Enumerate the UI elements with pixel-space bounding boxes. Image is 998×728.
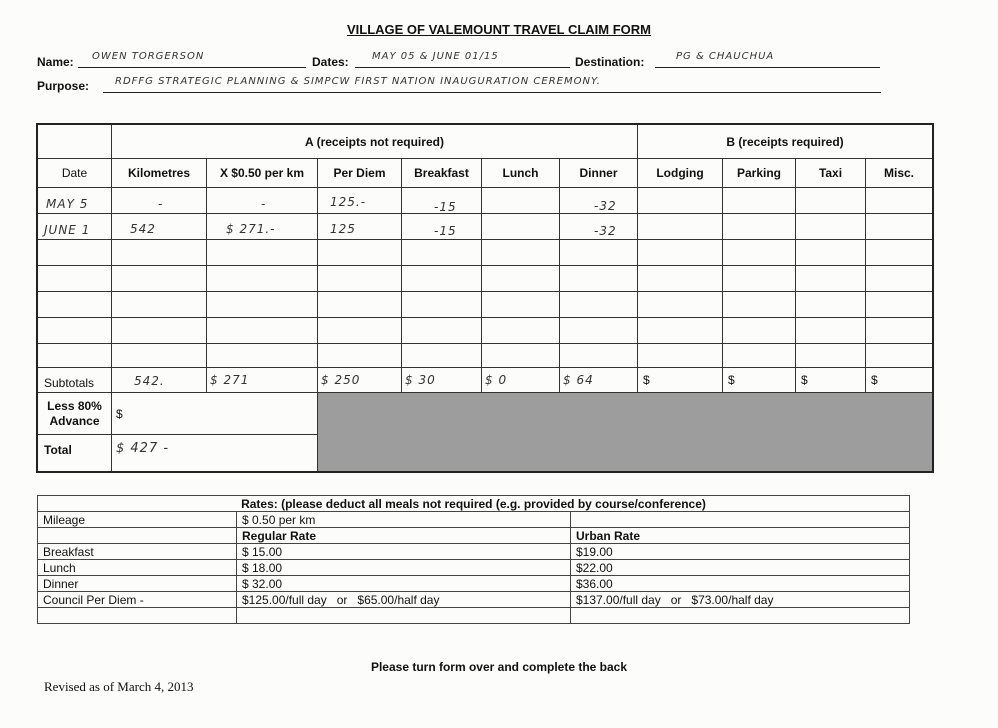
subtotal-breakfast[interactable]: $ 30 bbox=[405, 373, 436, 387]
grid-cell[interactable] bbox=[402, 266, 482, 292]
grid-cell[interactable] bbox=[638, 240, 723, 266]
rate-lunch-label: Lunch bbox=[38, 560, 237, 576]
subtotal-perdiem[interactable]: $ 250 bbox=[321, 373, 361, 387]
grid-cell[interactable] bbox=[866, 240, 932, 266]
grid-cell[interactable] bbox=[560, 266, 638, 292]
advance-value[interactable]: $ bbox=[112, 393, 318, 435]
grid-cell[interactable] bbox=[38, 266, 112, 292]
row2-perkm[interactable]: $ 271.- bbox=[226, 222, 276, 236]
grid-cell[interactable] bbox=[560, 292, 638, 318]
grid-cell[interactable] bbox=[112, 292, 207, 318]
subtotal-parking[interactable]: $ bbox=[728, 373, 735, 387]
subtotal-taxi[interactable]: $ bbox=[801, 373, 808, 387]
rate-breakfast-urban: $19.00 bbox=[571, 544, 910, 560]
grid-cell[interactable] bbox=[207, 266, 318, 292]
total-amount: $ 427 - bbox=[116, 441, 170, 456]
grid-cell[interactable] bbox=[560, 240, 638, 266]
grid-cell[interactable] bbox=[723, 318, 796, 344]
row1-date[interactable]: MAY 5 bbox=[46, 197, 89, 211]
grid-cell[interactable] bbox=[638, 318, 723, 344]
col-misc: Misc. bbox=[866, 159, 932, 188]
footer-note: Please turn form over and complete the back bbox=[370, 660, 628, 674]
advance-label: Less 80% Advance bbox=[38, 393, 112, 435]
grid-cell[interactable] bbox=[638, 368, 723, 393]
purpose-line bbox=[103, 92, 881, 93]
mileage-value: $ 0.50 per km bbox=[237, 512, 571, 528]
grid-cell[interactable] bbox=[318, 318, 402, 344]
grid-cell[interactable] bbox=[207, 318, 318, 344]
grid-cell[interactable] bbox=[112, 266, 207, 292]
destination-label: Destination: bbox=[575, 55, 645, 69]
row2-perdiem[interactable]: 125 bbox=[330, 222, 356, 236]
grid-cell[interactable] bbox=[796, 344, 866, 368]
subtotal-lunch[interactable]: $ 0 bbox=[485, 373, 508, 387]
grid-cell[interactable] bbox=[482, 240, 560, 266]
dates-label: Dates: bbox=[312, 55, 349, 69]
name-field[interactable]: OWEN TORGERSON bbox=[92, 51, 205, 62]
grid-cell[interactable] bbox=[723, 240, 796, 266]
subtotal-lodging[interactable]: $ bbox=[643, 373, 650, 387]
mileage-urban bbox=[571, 512, 910, 528]
name-line bbox=[78, 67, 306, 68]
subtotals-label: Subtotals bbox=[44, 376, 95, 390]
section-a-header: A (receipts not required) bbox=[112, 125, 638, 159]
urban-rate-header: Urban Rate bbox=[571, 528, 910, 544]
subtotal-perkm[interactable]: $ 271 bbox=[210, 373, 250, 387]
per-diem-urban: $137.00/full day or $73.00/half day bbox=[571, 592, 910, 608]
rates-title: Rates: (please deduct all meals not required (e.g. provided by course/conference) bbox=[38, 496, 910, 512]
destination-line bbox=[655, 67, 880, 68]
rates-empty-3 bbox=[571, 608, 910, 624]
grid-cell[interactable] bbox=[482, 188, 560, 214]
row1-perdiem[interactable]: 125.- bbox=[330, 195, 367, 209]
grid-cell[interactable] bbox=[482, 266, 560, 292]
row1-perkm[interactable]: - bbox=[261, 197, 267, 211]
grid-cell[interactable] bbox=[112, 344, 207, 368]
grid-cell[interactable] bbox=[482, 344, 560, 368]
grid-cell[interactable] bbox=[638, 292, 723, 318]
grid-cell[interactable] bbox=[38, 344, 112, 368]
dates-line bbox=[355, 67, 570, 68]
name-label: Name: bbox=[37, 55, 74, 69]
grid-cell[interactable] bbox=[482, 214, 560, 240]
grid-cell[interactable] bbox=[638, 214, 723, 240]
col-kilometres: Kilometres bbox=[112, 159, 207, 188]
total-label: Total bbox=[38, 435, 112, 471]
grid-cell[interactable] bbox=[482, 318, 560, 344]
row2-km[interactable]: 542 bbox=[130, 222, 156, 236]
grid-cell[interactable] bbox=[112, 240, 207, 266]
shaded-area bbox=[318, 393, 932, 471]
rate-lunch-urban: $22.00 bbox=[571, 560, 910, 576]
purpose-field[interactable]: RDFFG STRATEGIC PLANNING & SIMPCW FIRST NATION INAUGURATION CEREMONY. bbox=[115, 76, 601, 87]
subtotal-km[interactable]: 542. bbox=[134, 374, 165, 388]
grid-cell[interactable] bbox=[402, 292, 482, 318]
col-dinner: Dinner bbox=[560, 159, 638, 188]
rate-dinner-regular: $ 32.00 bbox=[237, 576, 571, 592]
col-taxi: Taxi bbox=[796, 159, 866, 188]
col-date: Date bbox=[38, 159, 112, 188]
grid-cell[interactable] bbox=[482, 292, 560, 318]
grid-cell[interactable] bbox=[866, 292, 932, 318]
row1-km[interactable]: - bbox=[158, 197, 164, 211]
regular-rate-header: Regular Rate bbox=[237, 528, 571, 544]
row2-breakfast[interactable]: -15 bbox=[434, 224, 457, 238]
grid-cell[interactable] bbox=[402, 344, 482, 368]
section-b-header: B (receipts required) bbox=[638, 125, 932, 159]
grid-cell[interactable] bbox=[402, 318, 482, 344]
grid-cell[interactable] bbox=[723, 188, 796, 214]
grid-cell[interactable] bbox=[796, 266, 866, 292]
grid-cell[interactable] bbox=[796, 214, 866, 240]
rate-breakfast-label: Breakfast bbox=[38, 544, 237, 560]
per-diem-regular: $125.00/full day or $65.00/half day bbox=[237, 592, 571, 608]
col-per-diem: Per Diem bbox=[318, 159, 402, 188]
grid-cell[interactable] bbox=[723, 214, 796, 240]
col-lunch: Lunch bbox=[482, 159, 560, 188]
subtotal-misc[interactable]: $ bbox=[871, 373, 878, 387]
row1-dinner[interactable]: -32 bbox=[594, 199, 617, 213]
grid-cell[interactable] bbox=[560, 344, 638, 368]
rate-breakfast-regular: $ 15.00 bbox=[237, 544, 571, 560]
grid-cell[interactable] bbox=[112, 318, 207, 344]
grid-cell[interactable] bbox=[638, 266, 723, 292]
grid-cell[interactable] bbox=[723, 344, 796, 368]
row2-date[interactable]: JUNE 1 bbox=[44, 223, 91, 237]
grid-cell[interactable] bbox=[318, 240, 402, 266]
grid-cell[interactable] bbox=[402, 240, 482, 266]
rates-empty-1 bbox=[38, 608, 237, 624]
grid-cell[interactable] bbox=[112, 214, 207, 240]
rates-table bbox=[37, 495, 910, 624]
form-title: VILLAGE OF VALEMOUNT TRAVEL CLAIM FORM bbox=[346, 22, 652, 37]
claim-table bbox=[36, 123, 934, 473]
grid-cell[interactable] bbox=[638, 188, 723, 214]
per-diem-label: Council Per Diem - bbox=[38, 592, 237, 608]
rate-lunch-regular: $ 18.00 bbox=[237, 560, 571, 576]
rates-blank bbox=[38, 528, 237, 544]
grid-cell[interactable] bbox=[207, 240, 318, 266]
grid-cell[interactable] bbox=[796, 240, 866, 266]
dates-field[interactable]: MAY 05 & JUNE 01/15 bbox=[372, 51, 499, 62]
col-parking: Parking bbox=[723, 159, 796, 188]
grid-cell[interactable] bbox=[318, 344, 402, 368]
grid-cell[interactable] bbox=[38, 292, 112, 318]
rate-dinner-urban: $36.00 bbox=[571, 576, 910, 592]
mileage-label: Mileage bbox=[38, 512, 237, 528]
grid-cell[interactable] bbox=[723, 292, 796, 318]
grid-cell[interactable] bbox=[866, 344, 932, 368]
grid-cell[interactable] bbox=[560, 318, 638, 344]
row2-dinner[interactable]: -32 bbox=[594, 224, 617, 238]
revised-date: Revised as of March 4, 2013 bbox=[44, 679, 194, 694]
grid-cell[interactable] bbox=[207, 344, 318, 368]
grid-cell[interactable] bbox=[866, 188, 932, 214]
total-value[interactable] bbox=[112, 435, 318, 471]
destination-field[interactable]: PG & CHAUCHUA bbox=[676, 51, 775, 62]
col-breakfast: Breakfast bbox=[402, 159, 482, 188]
grid-cell[interactable] bbox=[866, 318, 932, 344]
grid-cell[interactable] bbox=[638, 344, 723, 368]
grid-cell[interactable] bbox=[796, 292, 866, 318]
grid-cell[interactable] bbox=[866, 214, 932, 240]
grid-cell[interactable] bbox=[38, 240, 112, 266]
grid-cell[interactable] bbox=[796, 188, 866, 214]
rates-empty-2 bbox=[237, 608, 571, 624]
grid-cell[interactable] bbox=[318, 266, 402, 292]
rate-dinner-label: Dinner bbox=[38, 576, 237, 592]
col-lodging: Lodging bbox=[638, 159, 723, 188]
grid-cell[interactable] bbox=[723, 266, 796, 292]
row1-breakfast[interactable]: -15 bbox=[434, 200, 457, 214]
corner-cell bbox=[38, 125, 112, 159]
grid-cell[interactable] bbox=[38, 318, 112, 344]
grid-cell[interactable] bbox=[207, 292, 318, 318]
grid-cell[interactable] bbox=[796, 318, 866, 344]
subtotal-dinner[interactable]: $ 64 bbox=[563, 373, 594, 387]
col-per-km: X $0.50 per km bbox=[207, 159, 318, 188]
grid-cell[interactable] bbox=[318, 292, 402, 318]
grid-cell[interactable] bbox=[866, 266, 932, 292]
purpose-label: Purpose: bbox=[37, 79, 90, 93]
